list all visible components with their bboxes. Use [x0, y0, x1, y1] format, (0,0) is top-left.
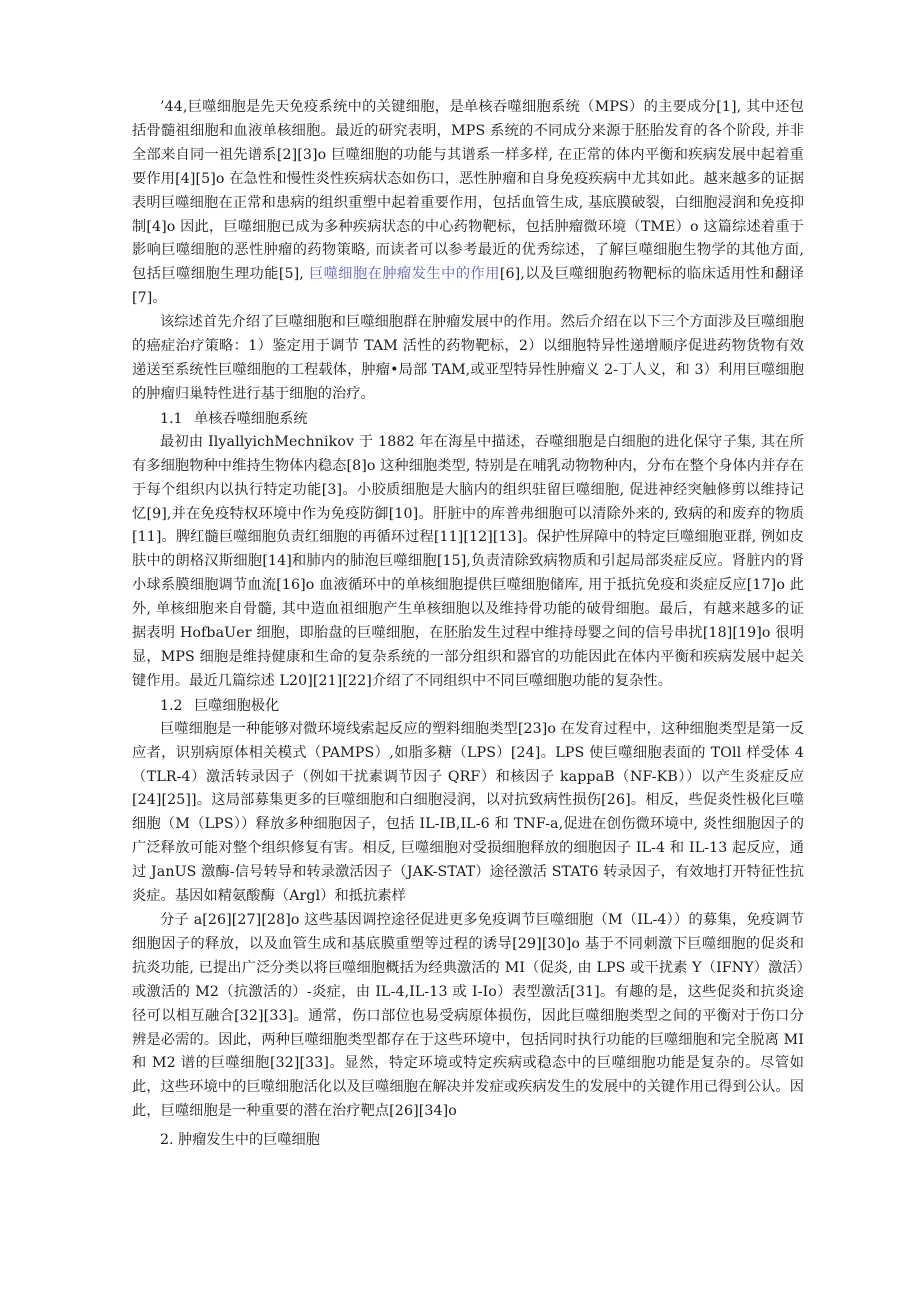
document-page — [132, 96, 804, 1152]
section-title: 巨噬细胞极化 — [194, 697, 280, 714]
paragraph-intro — [132, 96, 804, 311]
paragraph-intro-tail: [6],以及巨噬细胞药物靶标的临床适用性和翻译[7]。 — [132, 266, 804, 307]
section-number: 1.2 — [160, 697, 183, 714]
paragraph-mps: 最初由 IlyallyichMechnikov 于 1882 年在海星中描述，吞噬细胞是白细胞的进化保守子集, 其在所有多细胞物种中维持生物体内稳态[8]o 这种细胞类型, 特别是在哺乳动物物种内，分布在整个身体内并存在于每个组织内以执行特定功能[3]。小胶质细胞是大脑内的组织驻留巨噬细胞, 促进神经突触修剪以维持记忆[9],并在免疫特权环境中作为免疫防御[10]。肝脏中的库普弗细胞可以清除外来的, 致病的和废弃的物质[11]。脾红髓巨噬细胞负责红细胞的再循环过程[11][12][13]。保护性屏障中的特定巨噬细胞亚群, 例如皮肤中的朗格汉斯细胞[14]和肺内的肺泡巨噬细胞[15],负责清除致病物质和引起局部炎症反应。肾脏内的肾小球系膜细胞调节血流[16]o 血液循环中的单核细胞提供巨噬细胞储库, 用于抵抗免疫和炎症反应[17]o 此外, 单核细胞来自骨髓, 其中造血祖细胞产生单核细胞以及维持骨功能的破骨细胞。最后，有越来越多的证据表明 HofbaUer 细胞，即胎盘的巨噬细胞，在胚胎发生过程中维持母婴之间的信号串扰[18][19]o 很明显，MPS 细胞是维持健康和生命的复杂系统的一部分组织和器官的功能因此在体内平衡和疾病发展中起关键作用。最近几篇综述 L20][21][22]介绍了不同组织中不同巨噬细胞功能的复杂性。 — [132, 433, 804, 689]
section-number: 1.1 — [160, 410, 183, 427]
paragraph-intro-text: ’44,巨噬细胞是先天免疫系统中的关键细胞，是单核吞噬细胞系统（MPS）的主要成分[1], 其中还包括骨髓祖细胞和血液单核细胞。最近的研究表明，MPS 系统的不同成分来源于胚胎发育的各个阶段, 并非全部来自同一祖先谱系[2][3]o 巨噬细胞的功能与其谱系一样多样, 在正常的体内平衡和疾病发展中起着重要作用[4][5]o 在急性和慢性炎性疾病状态如伤口，恶性肿瘤和自身免疫疾病中尤其如此。越来越多的证据表明巨噬细胞在正常和患病的组织重塑中起着重要作用，包括血管生成, 基底膜破裂，白细胞浸润和免疫抑制[4]o 因此，巨噬细胞已成为多种疾病状态的中心药物靶标，包括肿瘤微环境（TME）o 这篇综述着重于影响巨噬细胞的恶性肿瘤的药物策略, 而读者可以参考最近的优秀综述，了解巨噬细胞生物学的其他方面, 包括巨噬细胞生理功能[5], — [132, 99, 804, 283]
section-title: 单核吞噬细胞系统 — [194, 410, 308, 427]
section-heading-1-1 — [132, 407, 804, 431]
section-heading-1-2 — [132, 694, 804, 718]
section-heading-2: 2. 肿瘤发生中的巨噬细胞 — [160, 1132, 320, 1149]
paragraph-polarization-cont: 分子 a[26][27][28]o 这些基因调控途径促进更多免疫调节巨噬细胞（M（IL-4））的募集，免疫调节细胞因子的释放，以及血管生成和基底膜重塑等过程的诱导[29][30]o 基于不同刺激下巨噬细胞的促炎和抗炎功能, 已提出广泛分类以将巨噬细胞概括为经典激活的 MI（促炎, 由 LPS 或干扰素 Y（IFNY）激活）或激活的 M2（抗激活的）-炎症，由 IL-4,IL-13 或 I-Io）表型激活[31]。有趣的是，这些促炎和抗炎途径可以相互融合[32][33]。通常，伤口部位也易受病原体损伤，因此巨噬细胞类型之间的平衡对于伤口分辨是必需的。因此，两种巨噬细胞类型都存在于这些环境中，包括同时执行功能的巨噬细胞和完全脱离 MI 和 M2 谱的巨噬细胞[32][33]。显然，特定环境或特定疾病或稳态中的巨噬细胞功能是复杂的。尽管如此，这些环境中的巨噬细胞活化以及巨噬细胞在解决并发症或疾病发生的发展中的关键作用已得到公认。因此，巨噬细胞是一种重要的潜在治疗靶点[26][34]o — [132, 912, 805, 1120]
review-link[interactable]: 巨噬细胞在肿瘤发生中的作用 — [308, 266, 500, 283]
paragraph-overview: 该综述首先介绍了巨噬细胞和巨噬细胞群在肿瘤发展中的作用。然后介绍在以下三个方面涉及巨噬细胞的癌症治疗策略：1）鉴定用于调节 TAM 活性的药物靶标，2）以细胞特异性递增顺序促进药物货物有效递送至系统性巨噬细胞的工程载体，肿瘤•局部 TAM,或亚型特异性肿瘤义 2-丁人义，和 3）利用巨噬细胞的肿瘤归巢特性进行基于细胞的治疗。 — [132, 314, 804, 402]
paragraph-polarization: 巨噬细胞是一种能够对微环境线索起反应的塑料细胞类型[23]o 在发育过程中，这种细胞类型是第一反应者，识别病原体相关模式（PAMPS）,如脂多糖（LPS）[24]。LPS 使巨噬细胞表面的 TOll 样受体 4（TLR-4）激活转录因子（例如干扰素调节因子 QRF）和核因子 kappaB（NF-KB））以产生炎症反应[24][25]]。这局部募集更多的巨噬细胞和白细胞浸润，以对抗致病性损伤[26]。相反，些促炎性极化巨噬细胞（M（LPS））释放多种细胞因子，包括 IL-IB,IL-6 和 TNF-a,促进在创伤微环境中, 炎性细胞因子的广泛释放可能对整个组织修复有害。相反, 巨噬细胞对受损细胞释放的细胞因子 IL-4 和 IL-13 起反应，通过 JanUS 激酶-信号转导和转录激活因子（JAK-STAT）途径激活 STAT6 转录因子，有效地打开特征性抗炎症。基因如精氨酸酶（Argl）和抵抗素样 — [132, 720, 804, 905]
